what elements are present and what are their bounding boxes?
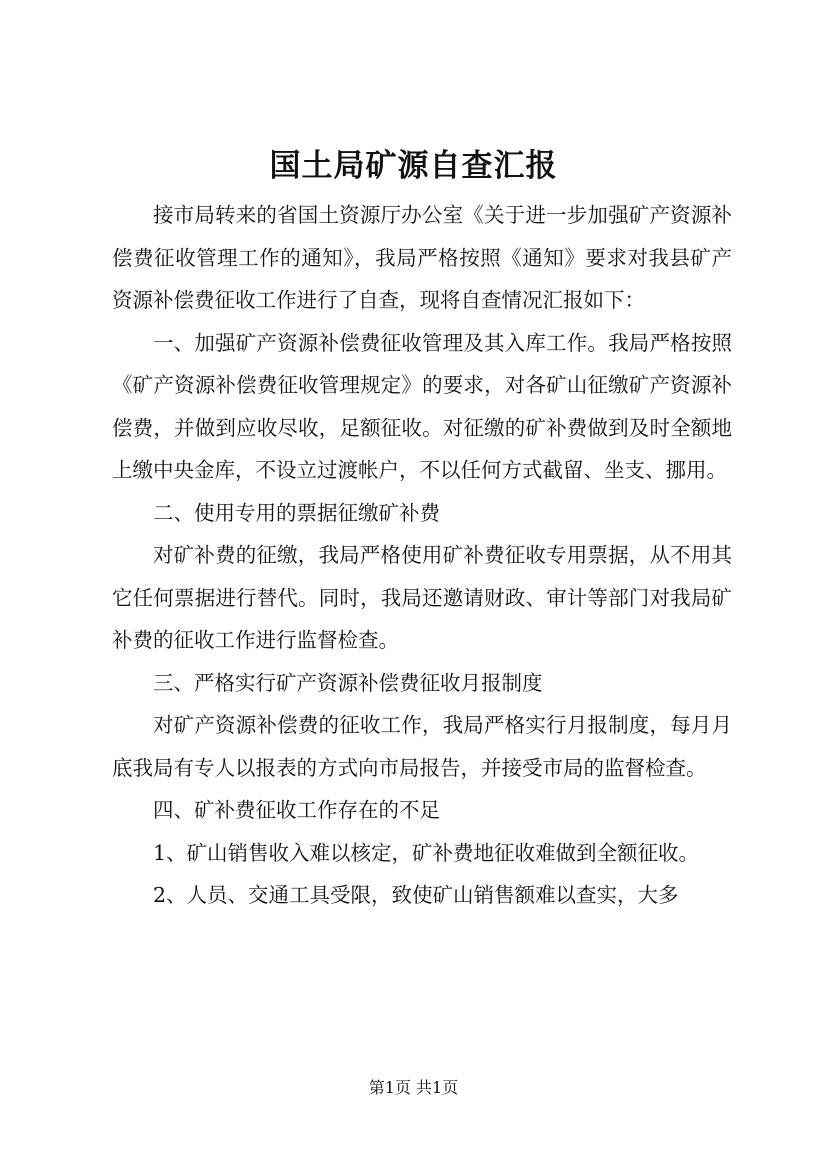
heading-section-3: 三、严格实行矿产资源补偿费征收月报制度 xyxy=(153,670,543,695)
list-item-1: 1、矿山销售收入难以核定，矿补费地征收难做到全额征收。 xyxy=(153,840,700,865)
paragraph-section-1: 一、加强矿产资源补偿费征收管理及其入库工作。我局严格按照《矿产资源补偿费征收管理规定》的要求，对各矿山征缴矿产资源补偿费，并做到应收尽收，足额征收。对征缴的矿补费做到及时全额地上缴中央金库，不设立过渡帐户，不以任何方式截留、坐支、挪用。 xyxy=(112,330,732,482)
list-item-2: 2、人员、交通工具受限，致使矿山销售额难以查实，大多 xyxy=(153,883,679,907)
document-title: 国土局矿源自查汇报 xyxy=(269,148,558,184)
document-body xyxy=(112,194,732,917)
heading-section-2: 二、使用专用的票据征缴矿补费 xyxy=(153,500,440,525)
page-footer: 第1页 共1页 xyxy=(368,1078,459,1097)
paragraph-section-3: 对矿产资源补偿费的征收工作，我局严格实行月报制度，每月月底我局有专人以报表的方式向市局报告，并接受市局的监督检查。 xyxy=(112,713,732,780)
paragraph-section-2: 对矿补费的征缴，我局严格使用矿补费征收专用票据，从不用其它任何票据进行替代。同时，我局还邀请财政、审计等部门对我局矿补费的征收工作进行监督检查。 xyxy=(112,543,732,652)
paragraph-intro: 接市局转来的省国土资源厅办公室《关于进一步加强矿产资源补偿费征收管理工作的通知》，我局严格按照《通知》要求对我县矿产资源补偿费征收工作进行了自查，现将自查情况汇报如下： xyxy=(112,203,732,312)
heading-section-4: 四、矿补费征收工作存在的不足 xyxy=(153,798,440,822)
